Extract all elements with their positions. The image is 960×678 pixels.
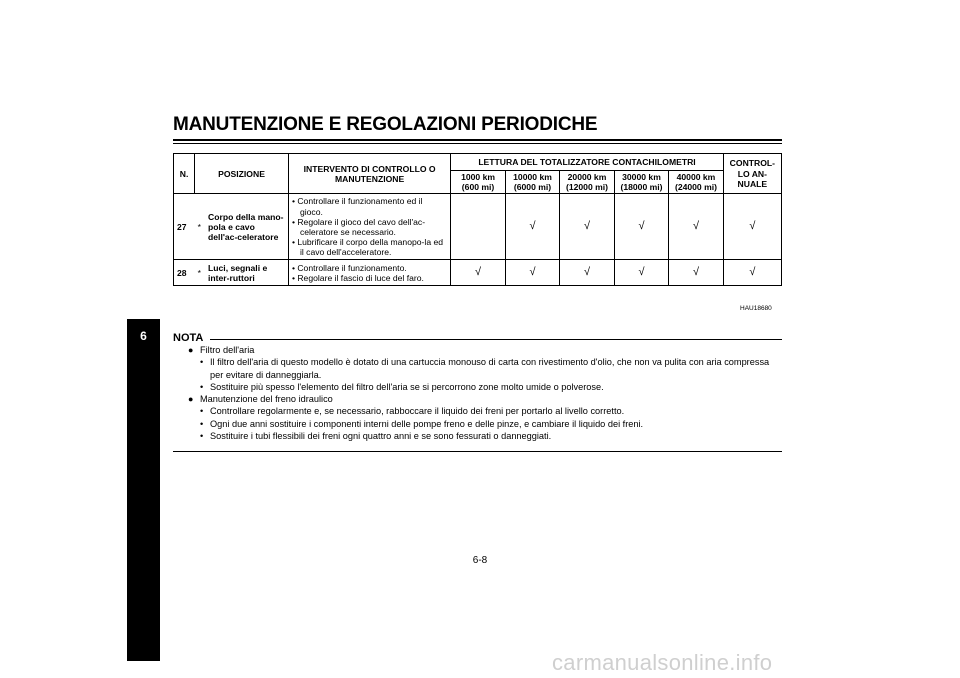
table-row — [174, 194, 782, 260]
operation-item: • Regolare il fascio di luce del faro. — [292, 273, 447, 283]
nota-heading: NOTA — [173, 332, 204, 344]
watermark: carmanualsonline.info — [552, 650, 773, 675]
note-group-heading: ● Manutenzione del freno idraulico — [188, 393, 782, 405]
maintenance-table — [173, 153, 782, 286]
check-cell: √ — [505, 260, 559, 286]
table-row — [174, 260, 782, 286]
check-cell: √ — [669, 194, 723, 260]
nota-end-rule — [173, 451, 782, 452]
note-item: • Sostituire i tubi flessibili dei freni ogni quattro anni e se sono fessurati o danneggiati. — [188, 430, 782, 442]
page-title: MANUTENZIONE E REGOLAZIONI PERIODICHE — [173, 114, 598, 135]
operation-item: • Controllare il funzionamento ed il gioco. — [292, 196, 447, 216]
check-cell: √ — [614, 260, 668, 286]
row-star: * — [195, 194, 205, 260]
note-item: • Ogni due anni sostituire i componenti interni delle pompe freno e delle pinze, e cambiare il liquido dei freni. — [188, 418, 782, 430]
row-num: 28 — [174, 260, 195, 286]
header-interval-4: 30000 km (18000 mi) — [614, 171, 668, 194]
title-rule — [173, 139, 782, 141]
check-cell: √ — [505, 194, 559, 260]
check-cell: √ — [669, 260, 723, 286]
check-cell: √ — [723, 194, 781, 260]
nota-rule — [210, 339, 782, 340]
operation-item: • Regolare il gioco del cavo dell'ac-celeratore se necessario. — [292, 217, 447, 237]
check-cell: √ — [614, 194, 668, 260]
row-operations — [288, 260, 450, 286]
check-cell: √ — [560, 260, 614, 286]
row-star: * — [195, 260, 205, 286]
header-odometer: LETTURA DEL TOTALIZZATORE CONTACHILOMETRI — [451, 154, 723, 171]
row-operations — [288, 194, 450, 260]
note-group-heading: ● Filtro dell'aria — [188, 344, 782, 356]
header-interval-5: 40000 km (24000 mi) — [669, 171, 723, 194]
header-interval-3: 20000 km (12000 mi) — [560, 171, 614, 194]
header-operation: INTERVENTO DI CONTROLLO O MANUTENZIONE — [288, 154, 450, 194]
check-cell: √ — [723, 260, 781, 286]
check-cell: √ — [560, 194, 614, 260]
header-num: N. — [174, 154, 195, 194]
operation-item: • Controllare il funzionamento. — [292, 263, 447, 273]
document-code: HAU18680 — [740, 305, 772, 312]
row-position: Luci, segnali e inter-ruttori — [205, 260, 288, 286]
note-item: • Il filtro dell'aria di questo modello è dotato di una cartuccia monouso di carta con rivestimento d'olio, che non va pulita con aria compressa per evitare di danneggiarla. — [188, 356, 782, 381]
note-item: • Sostituire più spesso l'elemento del filtro dell'aria se si percorrono zone molto umide o polverose. — [188, 381, 782, 393]
operation-item: • Lubrificare il corpo della manopo-la ed il cavo dell'acceleratore. — [292, 237, 447, 257]
header-interval-2: 10000 km (6000 mi) — [505, 171, 559, 194]
note-item: • Controllare regolarmente e, se necessario, rabboccare il liquido dei freni per portarlo al livello corretto. — [188, 405, 782, 417]
page-number: 6-8 — [472, 555, 488, 566]
title-rule-thin — [173, 143, 782, 144]
chapter-tab — [127, 319, 160, 661]
header-interval-1: 1000 km (600 mi) — [451, 171, 505, 194]
header-annual: CONTROL-LO AN-NUALE — [723, 154, 781, 194]
chapter-tab-number: 6 — [140, 329, 147, 343]
nota-body — [188, 344, 782, 442]
check-cell: √ — [451, 260, 505, 286]
table-header-row — [174, 154, 782, 171]
row-num: 27 — [174, 194, 195, 260]
check-cell — [451, 194, 505, 260]
header-position: POSIZIONE — [195, 154, 289, 194]
row-position: Corpo della mano-pola e cavo dell'ac-celeratore — [205, 194, 288, 260]
